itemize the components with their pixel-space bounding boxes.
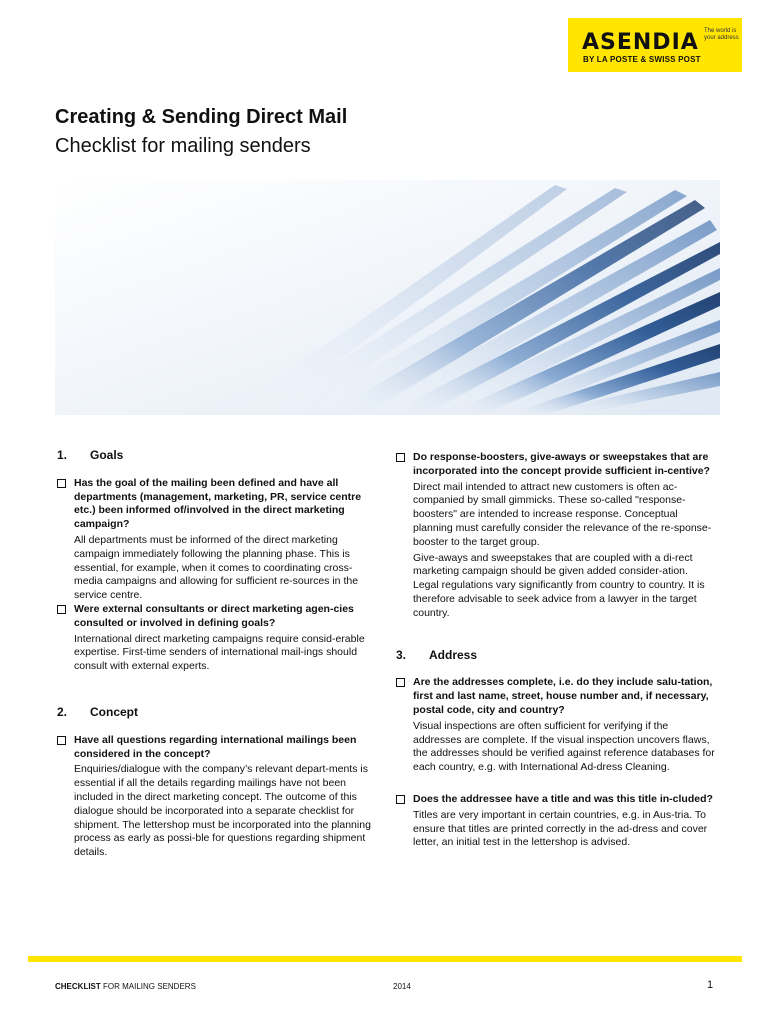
checklist-question: Have all questions regarding international mailings been considered in the concept? [74,733,357,760]
right-column [396,451,716,850]
footer-year: 2014 [393,982,411,991]
checkbox[interactable] [57,736,66,745]
checklist-item [57,734,377,762]
section-concept-heading: 2. Concept [57,704,138,719]
footer-rule [28,956,742,962]
checkbox[interactable] [57,605,66,614]
logo-wordmark: ASENDIA [582,30,699,55]
checklist-answer: Direct mail intended to attract new customers is often ac-companied by small gimmicks. These so-called "response-boosters" are intended to increase response. Conceptual planning must carefully consider the relevance of the re-sponse-booster to the target group. [413,480,712,548]
section-goals-heading: 1. Goals [57,448,124,462]
checkbox[interactable] [396,795,405,804]
checklist-item [396,793,716,807]
checklist-answer: Visual inspections are often sufficient for verifying if the addresses are complete. If the visual inspection uncovers flaws, the addresses should be verified against reference databases for each country, e.g. with International Ad-dress Cleaning. [413,719,715,774]
checkbox[interactable] [396,678,405,687]
checklist-question: Are the addresses complete, i.e. do they include salu-tation, first and last name, street, house number and, if necessary, postal code, city and country? [413,676,713,716]
checklist-item [57,477,377,532]
left-column [57,449,377,860]
checkbox[interactable] [57,479,66,488]
checklist-question: Has the goal of the mailing been defined and have all departments (management, marketing, PR, service centre etc.) been informed of/involved in the direct marketing campaign? [74,476,362,531]
page-subtitle: Checklist for mailing senders [55,135,311,157]
section-address-heading: 3. Address [396,647,478,662]
checklist-question: Do response-boosters, give-aways or sweepstakes that are incorporated into the concept provide sufficient in-centive? [413,451,710,477]
asendia-logo [568,18,742,72]
checklist-item [57,603,377,631]
checklist-answer: International direct marketing campaigns require consid-erable expertise. First-time senders of international mail-ings should consult with external experts. [74,632,365,673]
checklist-question: Does the addressee have a title and was this title in-cluded? [413,792,713,805]
checklist-answer: Titles are very important in certain countries, e.g. in Aus-tria. To ensure that titles are printed correctly in the ad-dress and cover letter, an initial test in the lettershop is advised. [413,808,708,849]
footer-label: CHECKLIST FOR MAILING SENDERS [55,982,196,991]
checklist-item [396,676,716,717]
checklist-question: Were external consultants or direct marketing agen-cies consulted or involved in defining goals? [74,602,354,629]
page-title: Creating & Sending Direct Mail [55,106,348,128]
logo-tagline: The world is your address [704,28,739,41]
page-number: 1 [707,979,714,991]
hero-image [55,180,720,415]
logo-subline: BY LA POSTE & SWISS POST [583,55,701,64]
checkbox[interactable] [396,453,405,462]
checklist-answer: All departments must be informed of the direct marketing campaign immediately following the planning phase. This is essential, for example, when it comes to coordinating cross-media campaigns and allowing for sufficient re-sources in the service centre. [74,533,359,602]
checklist-item [396,451,716,479]
checklist-answer: Enquiries/dialogue with the company’s relevant depart-ments is essential if all the details regarding mailings have not been included in the direct marketing concept. The outcome of this dialogue should be incorporated into a separate checklist for shipment. The lettershop must be incorporated into the planning process as early as possi-ble for questions regarding shipment details. [74,763,371,859]
checklist-answer: Give-aways and sweepstakes that are coupled with a di-rect marketing campaign should be given added consider-ation. Legal regulations vary significantly from country to country. It is therefore advisable to seek advice from a lawyer in the target country. [413,551,705,619]
